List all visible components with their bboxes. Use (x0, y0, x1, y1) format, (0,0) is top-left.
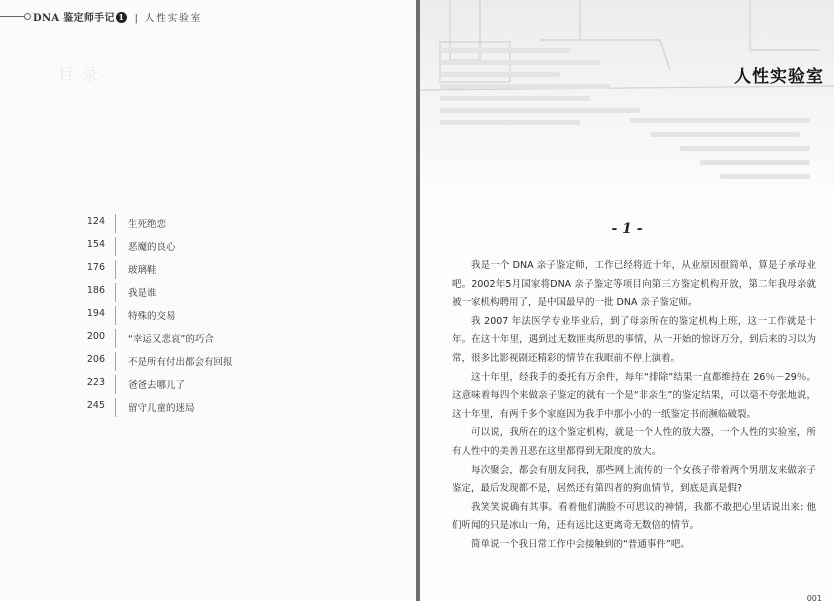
header-chapter-label (135, 13, 203, 24)
right-page (420, 0, 834, 601)
faded-text-line (630, 118, 810, 123)
body-paragraph: 我笑笑说确有其事。看着他们满脸不可思议的神情，我都不敢把心里话说出来: 他们听闻的只是冰山一角，还有远比这更离奇无数倍的情节。 (452, 501, 816, 532)
toc-entry-title: “幸运又悲哀”的巧合 (128, 334, 214, 345)
toc-entry-title: 玻璃鞋 (128, 265, 157, 276)
body-paragraph: 每次聚会，都会有朋友问我，那些网上流传的一个女孩子带着两个男朋友来做亲子鉴定，最后发现都不是，居然还有第四者的狗血情节，到底是真是假? (452, 464, 816, 495)
faded-text-line (440, 120, 580, 125)
faded-text-line (440, 60, 600, 65)
toc-page-number: 245 (86, 400, 105, 411)
left-page (0, 0, 416, 601)
running-header (0, 8, 300, 24)
page-number: 001 (806, 595, 822, 601)
faded-text-line (650, 132, 800, 137)
toc-entry[interactable] (80, 396, 320, 419)
faded-text-line (700, 160, 810, 165)
toc-entry-title: 留守儿童的迷局 (128, 403, 195, 414)
toc-page-number: 124 (86, 216, 105, 227)
header-dot-ornament (24, 13, 31, 20)
toc-separator (115, 375, 116, 394)
toc-entry[interactable] (80, 258, 320, 281)
toc-separator (115, 306, 116, 325)
body-paragraph: 我 2007 年法医学专业毕业后，到了母亲所在的鉴定机构上班，这一工作就是十年。在这十年里，遇到过无数匪夷所思的事情，从一开始的惊讶万分，到后来的习以为常，很多比影视剧还精彩的情节在我眼前不停上演着。 (452, 315, 816, 364)
chapter-title: 人性实验室 (734, 67, 824, 87)
body-paragraph: 这十年里，经我手的委托有万余件，每年“排除”结果一直都维持在 26％－29％。这意味着每四个来做亲子鉴定的就有一个是“非亲生”的鉴定结果，可以毫不夸张地说，这十年里，有两千多个家庭因为我手中那小小的一纸鉴定书而濒临破裂。 (452, 371, 816, 420)
toc-entry[interactable] (80, 235, 320, 258)
toc-entry-title: 我是谁 (128, 288, 157, 299)
header-rule (0, 16, 25, 17)
body-paragraph: 简单说一个我日常工作中会接触到的“普通事件”吧。 (471, 538, 690, 550)
toc-entry[interactable] (80, 304, 320, 327)
bleed-through-heading: 目录 (58, 65, 107, 84)
chapter-header-photo (420, 0, 834, 196)
toc-page-number: 206 (86, 354, 105, 365)
faded-text-line (440, 108, 640, 113)
faded-text-line (440, 96, 590, 101)
chapter-body-text (452, 257, 816, 555)
toc-page-number: 186 (86, 285, 105, 296)
toc-separator (115, 260, 116, 279)
toc-separator (115, 329, 116, 348)
header-chapter-text: 人性实验室 (144, 13, 203, 24)
body-paragraph: 我是一个 DNA 亲子鉴定师，工作已经将近十年，从业原因很简单，算是子承母业吧。2002年5月国家将DNA 亲子鉴定等项目向第三方鉴定机构开放，第二年我母亲就被一家机构聘用了，是中国最早的一批 DNA 亲子鉴定师。 (452, 260, 816, 309)
faded-text-line (680, 146, 810, 151)
faded-text-line (440, 48, 570, 53)
body-paragraph: 可以说，我所在的这个鉴定机构，就是一个人性的放大器，一个人性的实验室，所有人性中的美善丑恶在这里都得到无限度的放大。 (452, 427, 816, 457)
toc-entry[interactable] (80, 212, 320, 235)
toc-entry-title: 生死绝恋 (128, 219, 167, 230)
toc-page-number: 154 (86, 239, 105, 250)
toc-separator (115, 283, 116, 302)
toc-entry-title: 爸爸去哪儿了 (128, 380, 186, 391)
toc-separator (115, 214, 116, 233)
toc-separator (115, 398, 116, 417)
toc-page-number: 200 (86, 331, 105, 342)
toc-entry-title: 恶魔的良心 (128, 242, 176, 253)
toc-separator (115, 352, 116, 371)
toc-entry[interactable] (80, 327, 320, 350)
toc-entry-title: 特殊的交易 (128, 311, 176, 322)
faded-text-line (440, 84, 610, 89)
header-book-title (33, 9, 202, 24)
volume-number-badge: 1 (116, 12, 127, 23)
table-of-contents (80, 212, 320, 419)
toc-entry[interactable] (80, 350, 320, 373)
toc-page-number: 194 (86, 308, 105, 319)
toc-entry-title: 不是所有付出都会有回报 (128, 357, 233, 368)
faded-text-line (440, 72, 560, 77)
toc-page-number: 176 (86, 262, 105, 273)
faded-text-line (720, 174, 810, 179)
section-number: - 1 - (611, 221, 643, 237)
toc-entry[interactable] (80, 281, 320, 304)
book-title-text: DNA 鉴定师手记 (33, 13, 115, 24)
header-divider: | (134, 13, 140, 24)
toc-separator (115, 237, 116, 256)
toc-page-number: 223 (86, 377, 105, 388)
toc-entry[interactable] (80, 373, 320, 396)
